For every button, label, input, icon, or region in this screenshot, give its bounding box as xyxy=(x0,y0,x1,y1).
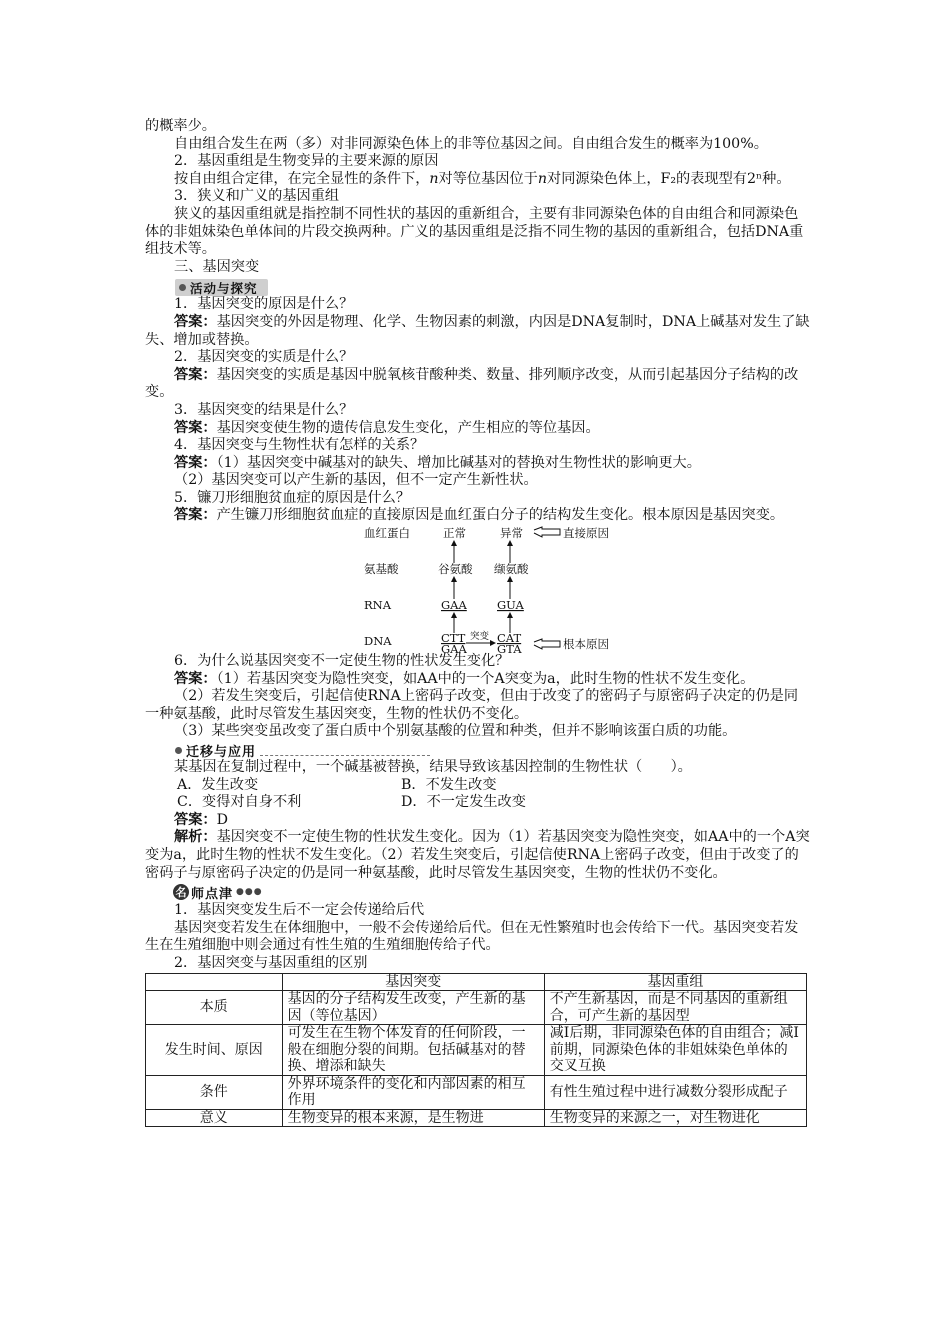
question: 3．基因突变的结果是什么？ xyxy=(174,401,354,418)
table-header-cell: 基因重组 xyxy=(544,973,806,991)
answer-label: 答案： xyxy=(174,670,217,687)
table-cell: 可发生在生物个体发育的任何阶段，一般在细胞分裂的间期。包括碱基对的替换、增添和缺失 xyxy=(282,1025,544,1076)
answer-continued: （2）基因突变可以产生新的基因，但不一定产生新性状。 xyxy=(174,472,538,489)
answer xyxy=(145,507,810,525)
exercise-analysis xyxy=(145,829,810,882)
table-row xyxy=(146,1075,807,1109)
question: 1．基因突变的原因是什么？ xyxy=(174,296,354,313)
table-cell: 不产生新基因，而是不同基因的重新组合，可产生新的基因型 xyxy=(544,991,806,1025)
dna-normal-bottom: GAA xyxy=(441,642,467,654)
open-arrow-root xyxy=(534,639,560,649)
answer xyxy=(145,367,810,402)
answer-continued: （3）某些突变虽改变了蛋白质中个别氨基酸的位置和种类，但并不影响该蛋白质的功能。 xyxy=(174,723,737,740)
exercise-stem: 某基因在复制过程中，一个碱基被替换，结果导致该基因控制的生物性状（ ）。 xyxy=(174,759,692,776)
label-amino-acid: 氨基酸 xyxy=(364,562,399,577)
option-d: D．不一定发生改变 xyxy=(401,794,526,811)
answer-text: 基因突变的外因是物理、化学、生物因素的刺激，内因是DNA复制时，DNA上碱基对发生了缺失、增加或替换。 xyxy=(145,313,810,348)
answer xyxy=(145,455,810,473)
answer-label: 答案： xyxy=(174,366,217,383)
table-cell: 生物变异的根本来源，是生物进 xyxy=(282,1109,544,1127)
label-mutation: 突变 xyxy=(470,631,490,643)
label-normal: 正常 xyxy=(443,526,466,541)
table-cell: 本质 xyxy=(146,991,283,1025)
exercise-options xyxy=(145,777,810,812)
teacher-badge-icon: 名 xyxy=(173,884,189,900)
document-page xyxy=(145,118,810,1127)
paragraph-free-combination: 自由组合发生在两（多）对非同源染色体上的非等位基因之间。自由组合发生的概率为100%。 xyxy=(174,135,768,152)
answer-text: 基因突变使生物的遗传信息发生变化，产生相应的等位基因。 xyxy=(216,419,600,436)
option-a: A．发生改变 xyxy=(177,776,259,793)
answer-label: 答案： xyxy=(174,313,217,330)
answer-label: 答案： xyxy=(174,454,217,471)
dna-mutant-top: CAT xyxy=(497,631,522,646)
answer-text: 基因突变的实质是基因中脱氧核苷酸种类、数量、排列顺序改变，从而引起基因分子结构的改变。 xyxy=(145,366,799,401)
banner-title: 师点津 xyxy=(191,886,234,902)
text-line: 的概率少。 xyxy=(145,118,216,134)
label-abnormal: 异常 xyxy=(500,526,523,541)
comparison-table xyxy=(145,973,807,1128)
text-span: 对同源染色体上，F₂的表现型有2ⁿ种。 xyxy=(547,170,791,187)
table-cell: 减Ⅰ后期，非同源染色体的自由组合；减Ⅰ前期，同源染色体的非姐妹染色单体的交叉互换 xyxy=(544,1025,806,1076)
question: 2．基因突变的实质是什么？ xyxy=(174,349,354,366)
answer-label: 答案： xyxy=(174,507,217,524)
label-valine: 缬氨酸 xyxy=(494,562,529,577)
label-glutamate: 谷氨酸 xyxy=(438,562,473,577)
table-cell: 基因的分子结构发生改变，产生新的基因（等位基因） xyxy=(282,991,544,1025)
text-span: 按自由组合定律，在完全显性的条件下， xyxy=(174,170,430,187)
answer-text: （1）基因突变中碱基对的缺失、增加比碱基对的替换对生物性状的影响更大。 xyxy=(216,454,701,471)
table-cell: 发生时间、原因 xyxy=(146,1025,283,1076)
diagram-svg xyxy=(360,525,650,653)
table-header-cell xyxy=(146,973,283,991)
answer-label: 答案： xyxy=(174,419,217,436)
open-arrow-direct xyxy=(534,527,560,537)
table-header-cell: 基因突变 xyxy=(282,973,544,991)
answer-text: D xyxy=(216,811,228,828)
label-root-cause: 根本原因 xyxy=(563,637,609,652)
section-heading: 三、基因突变 xyxy=(174,258,260,275)
answer-label: 答案： xyxy=(174,811,217,828)
dots-icon: ●●● xyxy=(236,887,263,898)
answer xyxy=(145,314,810,349)
question: 4．基因突变与生物性状有怎样的关系？ xyxy=(174,437,425,454)
rna-normal: GAA xyxy=(441,598,467,613)
answer xyxy=(145,420,810,438)
dashed-divider xyxy=(260,745,430,756)
label-hemoglobin: 血红蛋白 xyxy=(364,526,410,541)
teacher-tips-banner xyxy=(173,882,810,902)
var-n: n xyxy=(537,170,547,187)
answer-text: 产生镰刀形细胞贫血症的直接原因是血红蛋白分子的结构发生变化。根本原因是基因突变。 xyxy=(216,507,785,524)
answer-text: （1）若基因突变为隐性突变，如AA中的一个A突变为a，此时生物的性状不发生变化。 xyxy=(216,670,755,687)
option-c: C．变得对自身不利 xyxy=(177,794,302,811)
table-cell: 有性生殖过程中进行减数分裂形成配子 xyxy=(544,1075,806,1109)
rna-mutant: GUA xyxy=(497,598,524,613)
text-span: 对等位基因位于 xyxy=(438,170,538,187)
paragraph-phenotype xyxy=(145,171,810,189)
answer-continued: （2）若发生突变后，引起信使RNA上密码子改变，但由于改变了的密码子与原密码子决定的仍是同一种氨基酸，此时尽管发生基因突变，生物的性状仍不变化。 xyxy=(145,688,799,722)
question: 5．镰刀形细胞贫血症的原因是什么？ xyxy=(174,489,411,506)
transfer-banner xyxy=(175,741,810,759)
subheading: 2．基因重组是生物变异的主要来源的原因 xyxy=(174,153,439,170)
tip-heading: 2．基因突变与基因重组的区别 xyxy=(174,954,368,971)
tip-heading: 1．基因突变发生后不一定会传递给后代 xyxy=(174,902,425,919)
tip-body: 基因突变若发生在体细胞中，一般不会传递给后代。但在无性繁殖时也会传给下一代。基因突变若发生在生殖细胞中则会通过有性生殖的生殖细胞传给子代。 xyxy=(145,919,799,954)
table-row xyxy=(146,991,807,1025)
dna-normal-top: CTT xyxy=(441,631,466,646)
label-dna: DNA xyxy=(364,634,392,649)
answer xyxy=(145,671,810,689)
option-b: B．不发生改变 xyxy=(401,776,497,793)
table-row xyxy=(146,1025,807,1076)
question: 6．为什么说基因突变不一定使生物的性状发生变化？ xyxy=(174,653,510,670)
analysis-text: 基因突变不一定使生物的性状发生变化。因为（1）若基因突变为隐性突变，如AA中的一个A突变为a，此时生物的性状不发生变化。（2）若发生突变后，引起信使RNA上密码子改变，但由于改变了的密码子与原密码子决定的仍是同一种氨基酸，此时尽管发生基因突变，生物的性状仍不变化。 xyxy=(145,829,810,881)
banner-title: 迁移与应用 xyxy=(186,744,257,760)
dna-mutant-bottom: GTA xyxy=(497,642,522,654)
sickle-cell-diagram xyxy=(360,525,640,653)
var-n: n xyxy=(429,170,439,187)
table-cell: 意义 xyxy=(146,1109,283,1127)
subheading: 3．狭义和广义的基因重组 xyxy=(174,188,340,205)
paragraph-recombination-def: 狭义的基因重组就是指控制不同性状的基因的重新组合，主要有非同源染色体的自由组合和同源染色体的非姐妹染色单体间的片段交换两种。广义的基因重组是泛指不同生物的基因的重新组合，包括DNA重组技术等。 xyxy=(145,205,804,258)
table-cell: 生物变异的来源之一，对生物进化 xyxy=(544,1109,806,1127)
label-rna: RNA xyxy=(364,598,392,613)
table-header-row xyxy=(146,973,807,991)
bullet-icon xyxy=(179,284,186,291)
analysis-label: 解析： xyxy=(174,829,217,846)
banner-title: 活动与探究 xyxy=(190,280,258,296)
exercise-answer xyxy=(145,812,810,830)
table-cell: 外界环境条件的变化和内部因素的相互作用 xyxy=(282,1075,544,1109)
table-cell: 条件 xyxy=(146,1075,283,1109)
label-direct-cause: 直接原因 xyxy=(563,526,609,541)
table-row xyxy=(146,1109,807,1127)
activity-banner xyxy=(175,279,268,296)
bullet-icon xyxy=(175,747,182,754)
